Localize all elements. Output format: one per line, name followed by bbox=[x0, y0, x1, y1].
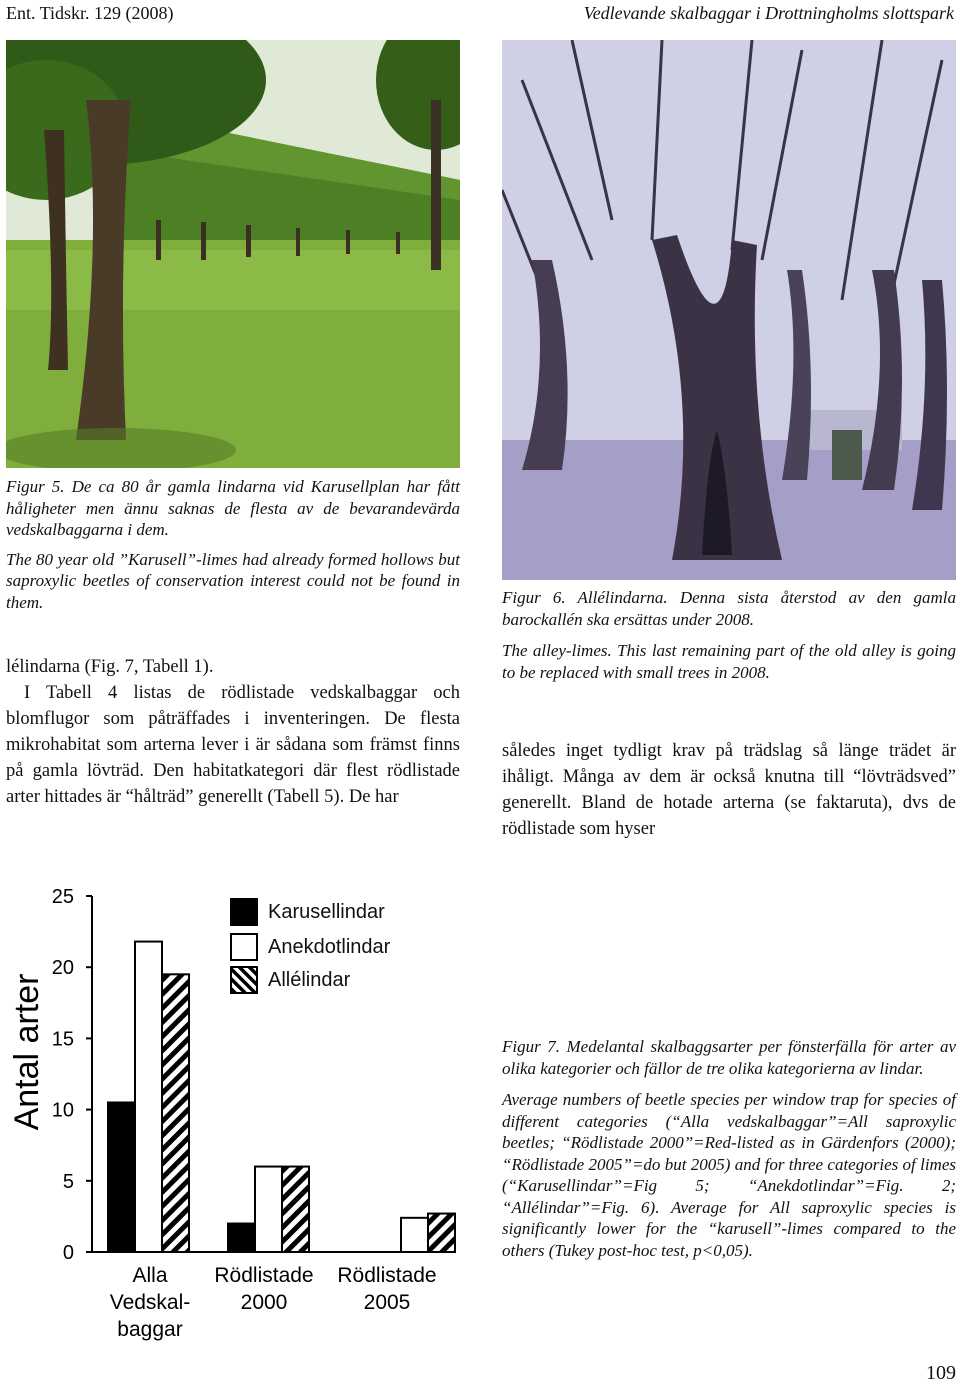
legend-label: Allélindar bbox=[268, 969, 351, 991]
bar-karusellindar-1 bbox=[228, 1224, 255, 1252]
body-right-paragraph-1: således inget tydligt krav på trädslag så länge trädet är ihåligt. Många av dem är också knutna till “lövträdsved” generellt. Bland de hotade arterna (se faktaruta), dvs de rödlistade som hyser bbox=[502, 741, 956, 839]
figure5-caption-en: The 80 year old ”Karusell”-limes had already formed hollows but saproxylic beetles of conservation interest could not be found in them. bbox=[6, 549, 460, 612]
alley-photo-illustration bbox=[502, 40, 956, 580]
figure6-caption bbox=[502, 587, 956, 683]
x-category-label: Alla Vedskal-baggar bbox=[109, 1264, 191, 1341]
chart-legend bbox=[230, 898, 470, 998]
body-text-left bbox=[6, 654, 460, 810]
bar-allélindar-1 bbox=[282, 1167, 309, 1252]
bar-anekdotlindar-2 bbox=[401, 1218, 428, 1252]
figure6-caption-sv: Figur 6. Allélindarna. Denna sista återstod av den gamla barockallén ska ersättas under 2008. bbox=[502, 588, 956, 629]
x-category-label: Rödlistade 2005 bbox=[337, 1264, 437, 1314]
bar-allélindar-2 bbox=[428, 1214, 455, 1252]
legend-swatch-solid bbox=[230, 898, 258, 926]
figure5-caption-sv: Figur 5. De ca 80 år gamla lindarna vid Karusellplan har fått håligheter men ännu saknas de flesta av de bevarandevärda vedskalbaggarna i dem. bbox=[6, 477, 460, 539]
y-tick-label: 25 bbox=[51, 886, 74, 908]
figure5-caption bbox=[6, 476, 460, 613]
figure6-caption-en: The alley-limes. This last remaining part of the old alley is going to be replaced with small trees in 2008. bbox=[502, 641, 956, 682]
legend-label: Anekdotlindar bbox=[268, 936, 391, 958]
body-left-paragraph-1: lélindarna (Fig. 7, Tabell 1). bbox=[6, 657, 214, 677]
y-tick-label: 15 bbox=[51, 1028, 74, 1051]
figure7-caption-sv: Figur 7. Medelantal skalbaggsarter per fönsterfälla för arter av olika kategorier och fällor de tre olika kategorierna av lindar. bbox=[502, 1037, 956, 1078]
page-number: 109 bbox=[926, 1362, 956, 1384]
y-tick-label: 5 bbox=[62, 1170, 74, 1193]
y-tick-label: 20 bbox=[51, 957, 74, 980]
figure5-photo bbox=[6, 40, 460, 468]
figure7-chart bbox=[0, 870, 470, 1350]
bar-anekdotlindar-0 bbox=[135, 942, 162, 1252]
legend-label: Karusellindar bbox=[268, 901, 385, 923]
y-tick-label: 10 bbox=[51, 1099, 74, 1122]
figure7-caption bbox=[502, 1036, 956, 1261]
bar-anekdotlindar-1 bbox=[255, 1167, 282, 1252]
bar-karusellindar-0 bbox=[108, 1102, 135, 1252]
x-category-label: Rödlistade 2000 bbox=[214, 1264, 314, 1314]
y-axis-label: Antal arter bbox=[8, 973, 46, 1131]
park-photo-illustration bbox=[6, 40, 460, 468]
figure6-photo bbox=[502, 40, 956, 580]
y-tick-label: 0 bbox=[62, 1242, 74, 1264]
journal-citation: Ent. Tidskr. 129 (2008) bbox=[6, 3, 174, 23]
bar-allélindar-0 bbox=[162, 974, 189, 1252]
body-text-right bbox=[502, 738, 956, 842]
legend-swatch-white bbox=[230, 933, 258, 961]
legend-swatch-hatched bbox=[230, 966, 258, 994]
body-left-paragraph-2: I Tabell 4 listas de rödlistade vedskalbaggar och blomflugor som påträffades i inventeringen. De flesta mikrohabitat som arterna lever i är sådana som främst finns på gamla lövträd. Den habitatkategori där flest rödlistade arter hittades är “hålträd” generellt (Tabell 5). De har bbox=[6, 683, 460, 807]
running-title: Vedlevande skalbaggar i Drottningholms slottspark bbox=[583, 3, 954, 23]
figure7-caption-en: Average numbers of beetle species per window trap for species of different categories (“Alla vedskalbaggar”=All saproxylic beetles; “Rödlistade 2000”=Red-listed as in Gärdenfors (2000); “Rödlistade 2005”=do but 2005) and for three categories of limes (“Karusellindar”=Fig 5; “Anekdotlindar”=Fig. 2; “Allélindar”=Fig. 6). Average for All saproxylic species is significantly lower for the “karusell”-limes compared to the others (Tukey post-hoc test, p<0,05). bbox=[502, 1090, 956, 1260]
